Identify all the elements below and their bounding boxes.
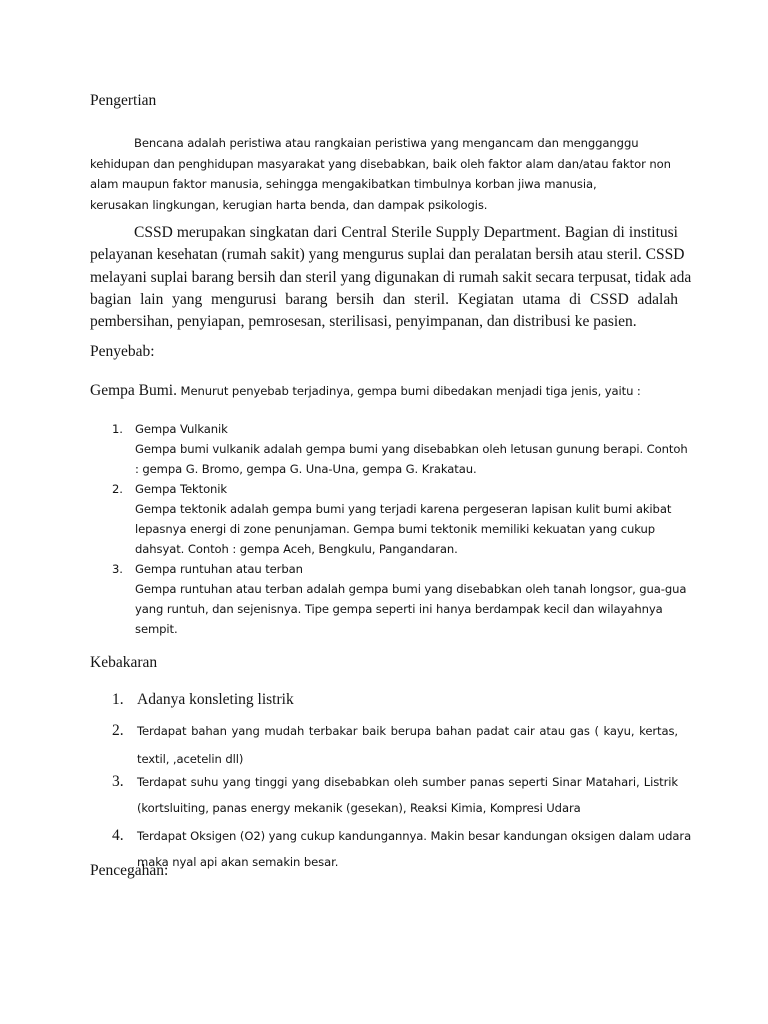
- paragraph-line: pelayanan kesehatan (rumah sakit) yang mengurus suplai dan peralatan bersih atau steril. CSSD: [90, 246, 685, 264]
- paragraph-line: Bencana adalah peristiwa atau rangkaian peristiwa yang mengancam dan mengganggu: [134, 136, 639, 150]
- list-item: [90, 717, 678, 773]
- list-item-line: Terdapat Oksigen (O2) yang cukup kandungannya. Makin besar kandungan oksigen dalam udara: [137, 829, 692, 843]
- paragraph-line: CSSD merupakan singkatan dari Central Sterile Supply Department. Bagian di institusi: [134, 224, 678, 241]
- list-item-line: maka nyal api akan semakin besar.: [137, 855, 339, 869]
- list-item-line: (kortsluiting, panas energy mekanik (gesekan), Reaksi Kimia, Kompresi Udara: [137, 801, 581, 815]
- list-number: 3.: [112, 562, 123, 576]
- list-item: [90, 769, 678, 821]
- list-item-line: sempit.: [135, 622, 178, 636]
- gempa-list: [90, 419, 690, 639]
- list-item-line: lepasnya energi di zone penunjaman. Gempa bumi tektonik memiliki kekuatan yang cukup: [135, 522, 656, 536]
- list-item-line: Terdapat suhu yang tinggi yang disebabkan oleh sumber panas seperti Sinar Matahari, Listrik: [137, 775, 678, 789]
- paragraph-line: alam maupun faktor manusia, sehingga mengakibatkan timbulnya korban jiwa manusia,: [90, 177, 597, 191]
- list-number: 4.: [112, 827, 124, 844]
- list-item-line: Gempa runtuhan atau terban adalah gempa bumi yang disebabkan oleh tanah longsor, gua-gua: [135, 582, 687, 596]
- paragraph-line: melayani suplai barang bersih dan steril yang digunakan di rumah sakit secara terpusat, tidak ada: [90, 268, 692, 286]
- list-item: [90, 691, 678, 709]
- heading-penyebab: Penyebab:: [90, 343, 155, 360]
- paragraph-line: pembersihan, penyiapan, pemrosesan, sterilisasi, penyimpanan, dan distribusi ke pasien.: [90, 313, 637, 331]
- gempa-bumi-intro: [90, 382, 641, 400]
- list-number: 1.: [112, 691, 124, 708]
- list-item-title: Gempa Vulkanik: [135, 422, 228, 436]
- heading-kebakaran: Kebakaran: [90, 654, 158, 671]
- list-item: [90, 479, 690, 559]
- list-item-line: Gempa bumi vulkanik adalah gempa bumi yang disebabkan oleh letusan gunung berapi. Contoh: [135, 442, 688, 456]
- list-number: 3.: [112, 773, 124, 790]
- list-item-title: Gempa runtuhan atau terban: [135, 562, 303, 576]
- list-number: 2.: [112, 482, 123, 496]
- list-item: [90, 559, 690, 639]
- heading-pencegahan: Pencegahan:: [90, 862, 169, 879]
- list-number: 2.: [112, 722, 124, 739]
- list-number: 1.: [112, 422, 123, 436]
- list-item-line: : gempa G. Bromo, gempa G. Una-Una, gempa G. Krakatau.: [135, 462, 477, 476]
- list-item: [90, 823, 692, 875]
- list-item-line: Adanya konsleting listrik: [137, 691, 294, 708]
- paragraph-line: bagian lain yang mengurusi barang bersih dan steril. Kegiatan utama di CSSD adalah: [90, 290, 678, 308]
- list-item: [90, 419, 690, 479]
- heading-pengertian: Pengertian: [90, 92, 157, 109]
- gempa-bumi-intro-text: Menurut penyebab terjadinya, gempa bumi dibedakan menjadi tiga jenis, yaitu :: [176, 384, 641, 398]
- bencana-paragraph: [90, 133, 671, 215]
- list-item-line: textil, ,acetelin dll): [137, 752, 244, 766]
- paragraph-line: kehidupan dan penghidupan masyarakat yang disebabkan, baik oleh faktor alam dan/atau faktor non: [90, 156, 671, 171]
- list-item-line: Gempa tektonik adalah gempa bumi yang terjadi karena pergeseran lapisan kulit bumi akibat: [135, 502, 672, 516]
- list-item-line: yang runtuh, dan sejenisnya. Tipe gempa seperti ini hanya berdampak kecil dan wilayahnya: [135, 602, 663, 616]
- paragraph-line: kerusakan lingkungan, kerugian harta benda, dan dampak psikologis.: [90, 197, 488, 212]
- list-item-title: Gempa Tektonik: [135, 482, 228, 496]
- list-item-line: dahsyat. Contoh : gempa Aceh, Bengkulu, Pangandaran.: [135, 542, 458, 556]
- gempa-bumi-label: Gempa Bumi.: [90, 382, 177, 399]
- list-item-line: Terdapat bahan yang mudah terbakar baik berupa bahan padat cair atau gas ( kayu, kertas,: [137, 724, 678, 738]
- cssd-paragraph: [90, 222, 692, 333]
